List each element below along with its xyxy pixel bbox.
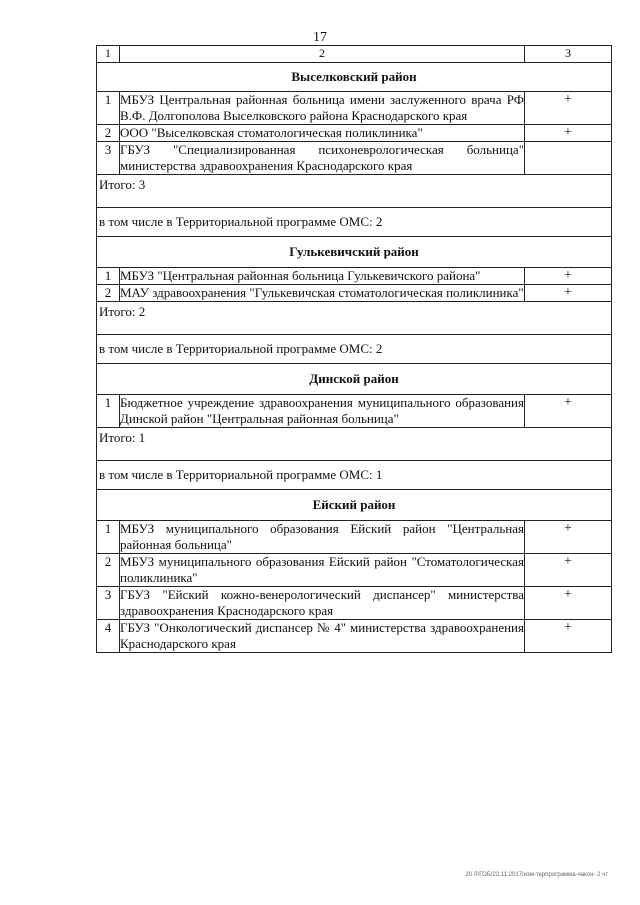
column-header-mark: 3: [525, 46, 612, 63]
oms-total-row: [97, 208, 612, 237]
oms-mark: +: [525, 92, 612, 125]
district-name: Выселковский район: [97, 63, 612, 92]
table-row: [97, 587, 612, 620]
row-number: 1: [97, 92, 120, 125]
total-cell: [97, 428, 612, 461]
facility-name: МБУЗ муниципального образования Ейский район "Стоматологическая поликлиника": [120, 554, 524, 585]
facility-name: ГБУЗ "Ейский кожно-венерологический диспансер" министерства здравоохранения Краснодарского края: [120, 587, 524, 618]
table-row: [97, 268, 612, 285]
total-cell: [97, 302, 612, 335]
table-row: [97, 125, 612, 142]
row-number: 1: [97, 521, 120, 554]
table-row: [97, 142, 612, 175]
table-row: [97, 92, 612, 125]
total-label: Итого: 2: [99, 304, 146, 319]
facility-name: ГБУЗ "Онкологический диспансер № 4" министерства здравоохранения Краснодарского края: [120, 620, 524, 651]
page-number: 17: [313, 30, 327, 45]
oms-total-row: [97, 461, 612, 490]
table-row: [97, 521, 612, 554]
district-name: Гулькевичский район: [97, 237, 612, 268]
oms-mark: +: [525, 125, 612, 142]
district-header-row: [97, 490, 612, 521]
facility-name: ООО "Выселковская стоматологическая поликлиника": [120, 125, 525, 142]
total-row: [97, 175, 612, 208]
district-name: Ейский район: [97, 490, 612, 521]
total-label: Итого: 1: [99, 430, 146, 445]
row-number: 2: [97, 125, 120, 142]
district-header-row: [97, 237, 612, 268]
oms-mark: [525, 142, 612, 175]
oms-mark: +: [525, 587, 612, 620]
oms-total-label: в том числе в Территориальной программе ОМС: 2: [97, 208, 612, 237]
facility-name: МБУЗ Центральная районная больница имени заслуженного врача РФ В.Ф. Долгополова Выселковского района Краснодарского края: [120, 92, 524, 123]
total-row: [97, 428, 612, 461]
oms-mark: +: [525, 521, 612, 554]
table-row: [97, 285, 612, 302]
row-number: 4: [97, 620, 120, 653]
oms-mark: +: [525, 554, 612, 587]
facility-name: МАУ здравоохранения "Гулькевичская стоматологическая поликлиника": [120, 285, 524, 300]
district-header-row: [97, 63, 612, 92]
facility-name: ГБУЗ "Специализированная психоневрологическая больница" министерства здравоохранения Краснодарского края: [120, 142, 524, 173]
table-row: [97, 395, 612, 428]
row-number: 1: [97, 395, 120, 428]
table-row: [97, 620, 612, 653]
oms-mark: +: [525, 285, 612, 302]
oms-total-label: в том числе в Территориальной программе ОМС: 2: [97, 335, 612, 364]
oms-total-label: в том числе в Территориальной программе ОМС: 1: [97, 461, 612, 490]
total-cell: [97, 175, 612, 208]
district-header-row: [97, 364, 612, 395]
column-header-num: 1: [97, 46, 120, 63]
facilities-table: [96, 45, 612, 653]
table-row: [97, 554, 612, 587]
oms-mark: +: [525, 395, 612, 428]
row-number: 3: [97, 142, 120, 175]
column-header-name: 2: [120, 46, 525, 63]
oms-mark: +: [525, 620, 612, 653]
facility-name: МБУЗ муниципального образования Ейский район "Центральная районная больница": [120, 521, 524, 552]
row-number: 2: [97, 554, 120, 587]
facility-name: МБУЗ "Центральная районная больница Гулькевичского района": [120, 268, 525, 285]
oms-mark: +: [525, 268, 612, 285]
total-row: [97, 302, 612, 335]
row-number: 2: [97, 285, 120, 302]
column-header-row: [97, 46, 612, 63]
facility-name: Бюджетное учреждение здравоохранения муниципального образования Динской район "Центральная районная больница": [120, 395, 524, 426]
footer-filename: 20 Л/ГОБ/22.11.2017/изм-терпрограмма-чакон- 2 чт: [465, 872, 608, 878]
row-number: 1: [97, 268, 120, 285]
total-label: Итого: 3: [99, 177, 146, 192]
district-name: Динской район: [97, 364, 612, 395]
row-number: 3: [97, 587, 120, 620]
oms-total-row: [97, 335, 612, 364]
